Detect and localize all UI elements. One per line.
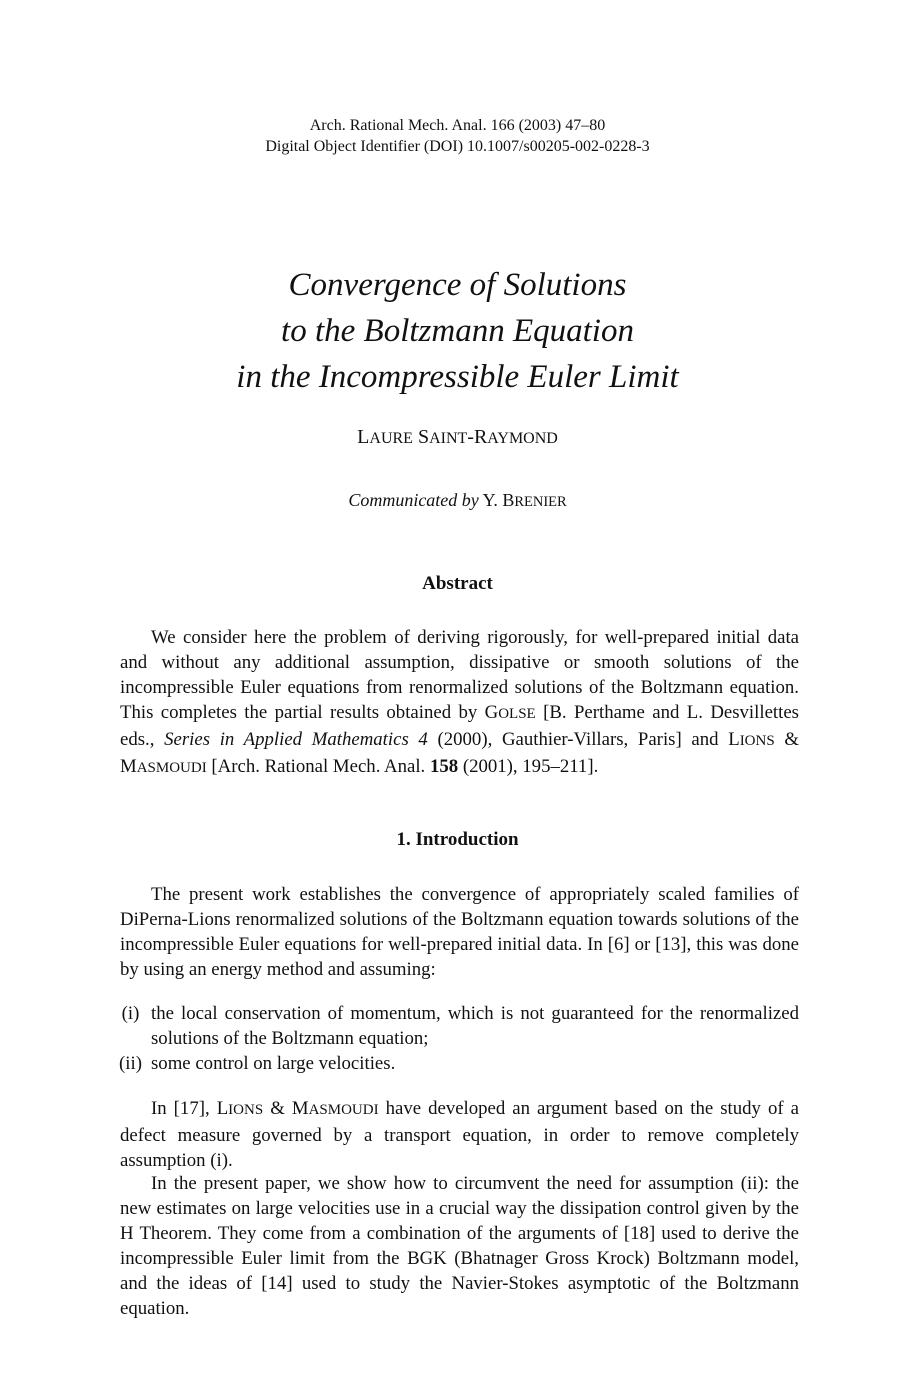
communicated-by: Communicated by Y. BRENIER xyxy=(348,490,567,510)
intro-paragraph-2: In [17], LIONS & MASMOUDI have developed an argument based on the study of a defect measure governed by a transport equation, in order to remove completely assumption (i). xyxy=(120,1098,799,1171)
journal-header xyxy=(0,115,915,157)
title-line: Convergence of Solutions xyxy=(288,267,627,303)
title-line: in the Incompressible Euler Limit xyxy=(236,359,679,395)
author-name: LAURE SAINT-RAYMOND xyxy=(357,426,558,448)
title-line: to the Boltzmann Equation xyxy=(281,313,634,349)
abstract-text: We consider here the problem of deriving rigorously, for well-prepared initial data and without any additional assumption, dissipative or smooth solutions of the incompressible Euler equations from renormalized solutions of the Boltzmann equation. This completes the partial results obtained by GOLSE [B. Perthame and L. Desvillettes eds., Series in Applied Mathematics 4 (2000), Gauthier-Villars, Paris] and LIONS & MASMOUDI [Arch. Rational Mech. Anal. 158 (2001), 195–211]. xyxy=(120,627,799,777)
journal-citation: Arch. Rational Mech. Anal. 166 (2003) 47–80 xyxy=(309,117,606,134)
paper-title xyxy=(0,262,915,400)
intro-paragraph-3: In the present paper, we show how to circumvent the need for assumption (ii): the new estimates on large velocities use in a crucial way the dissipation control given by the H Theorem. They come from a combination of the arguments of [18] used to derive the incompressible Euler limit from the BGK (Bhatnager Gross Krock) Boltzmann model, and the ideas of [14] used to study the Navier-Stokes asymptotic of the Boltzmann equation. xyxy=(120,1173,799,1319)
list-item-text: the local conservation of momentum, which is not guaranteed for the renormalized solutions of the Boltzmann equation; xyxy=(151,1003,799,1049)
list-item xyxy=(110,1051,799,1076)
list-marker: (ii) xyxy=(119,1053,142,1074)
list-item xyxy=(110,1001,799,1051)
intro-paragraph-1: The present work establishes the convergence of appropriately scaled families of DiPerna-Lions renormalized solutions of the Boltzmann equation towards solutions of the incompressible Euler equations for well-prepared initial data. In [6] or [13], this was done by using an energy method and assuming: xyxy=(120,884,799,980)
list-item-text: some control on large velocities. xyxy=(151,1053,396,1074)
assumption-list xyxy=(110,1001,799,1076)
journal-doi: Digital Object Identifier (DOI) 10.1007/s00205-002-0228-3 xyxy=(265,138,650,155)
communicated-label: Communicated by xyxy=(348,490,479,510)
list-marker: (i) xyxy=(121,1003,140,1024)
introduction-heading: 1. Introduction xyxy=(396,829,519,850)
abstract-heading: Abstract xyxy=(422,573,493,594)
